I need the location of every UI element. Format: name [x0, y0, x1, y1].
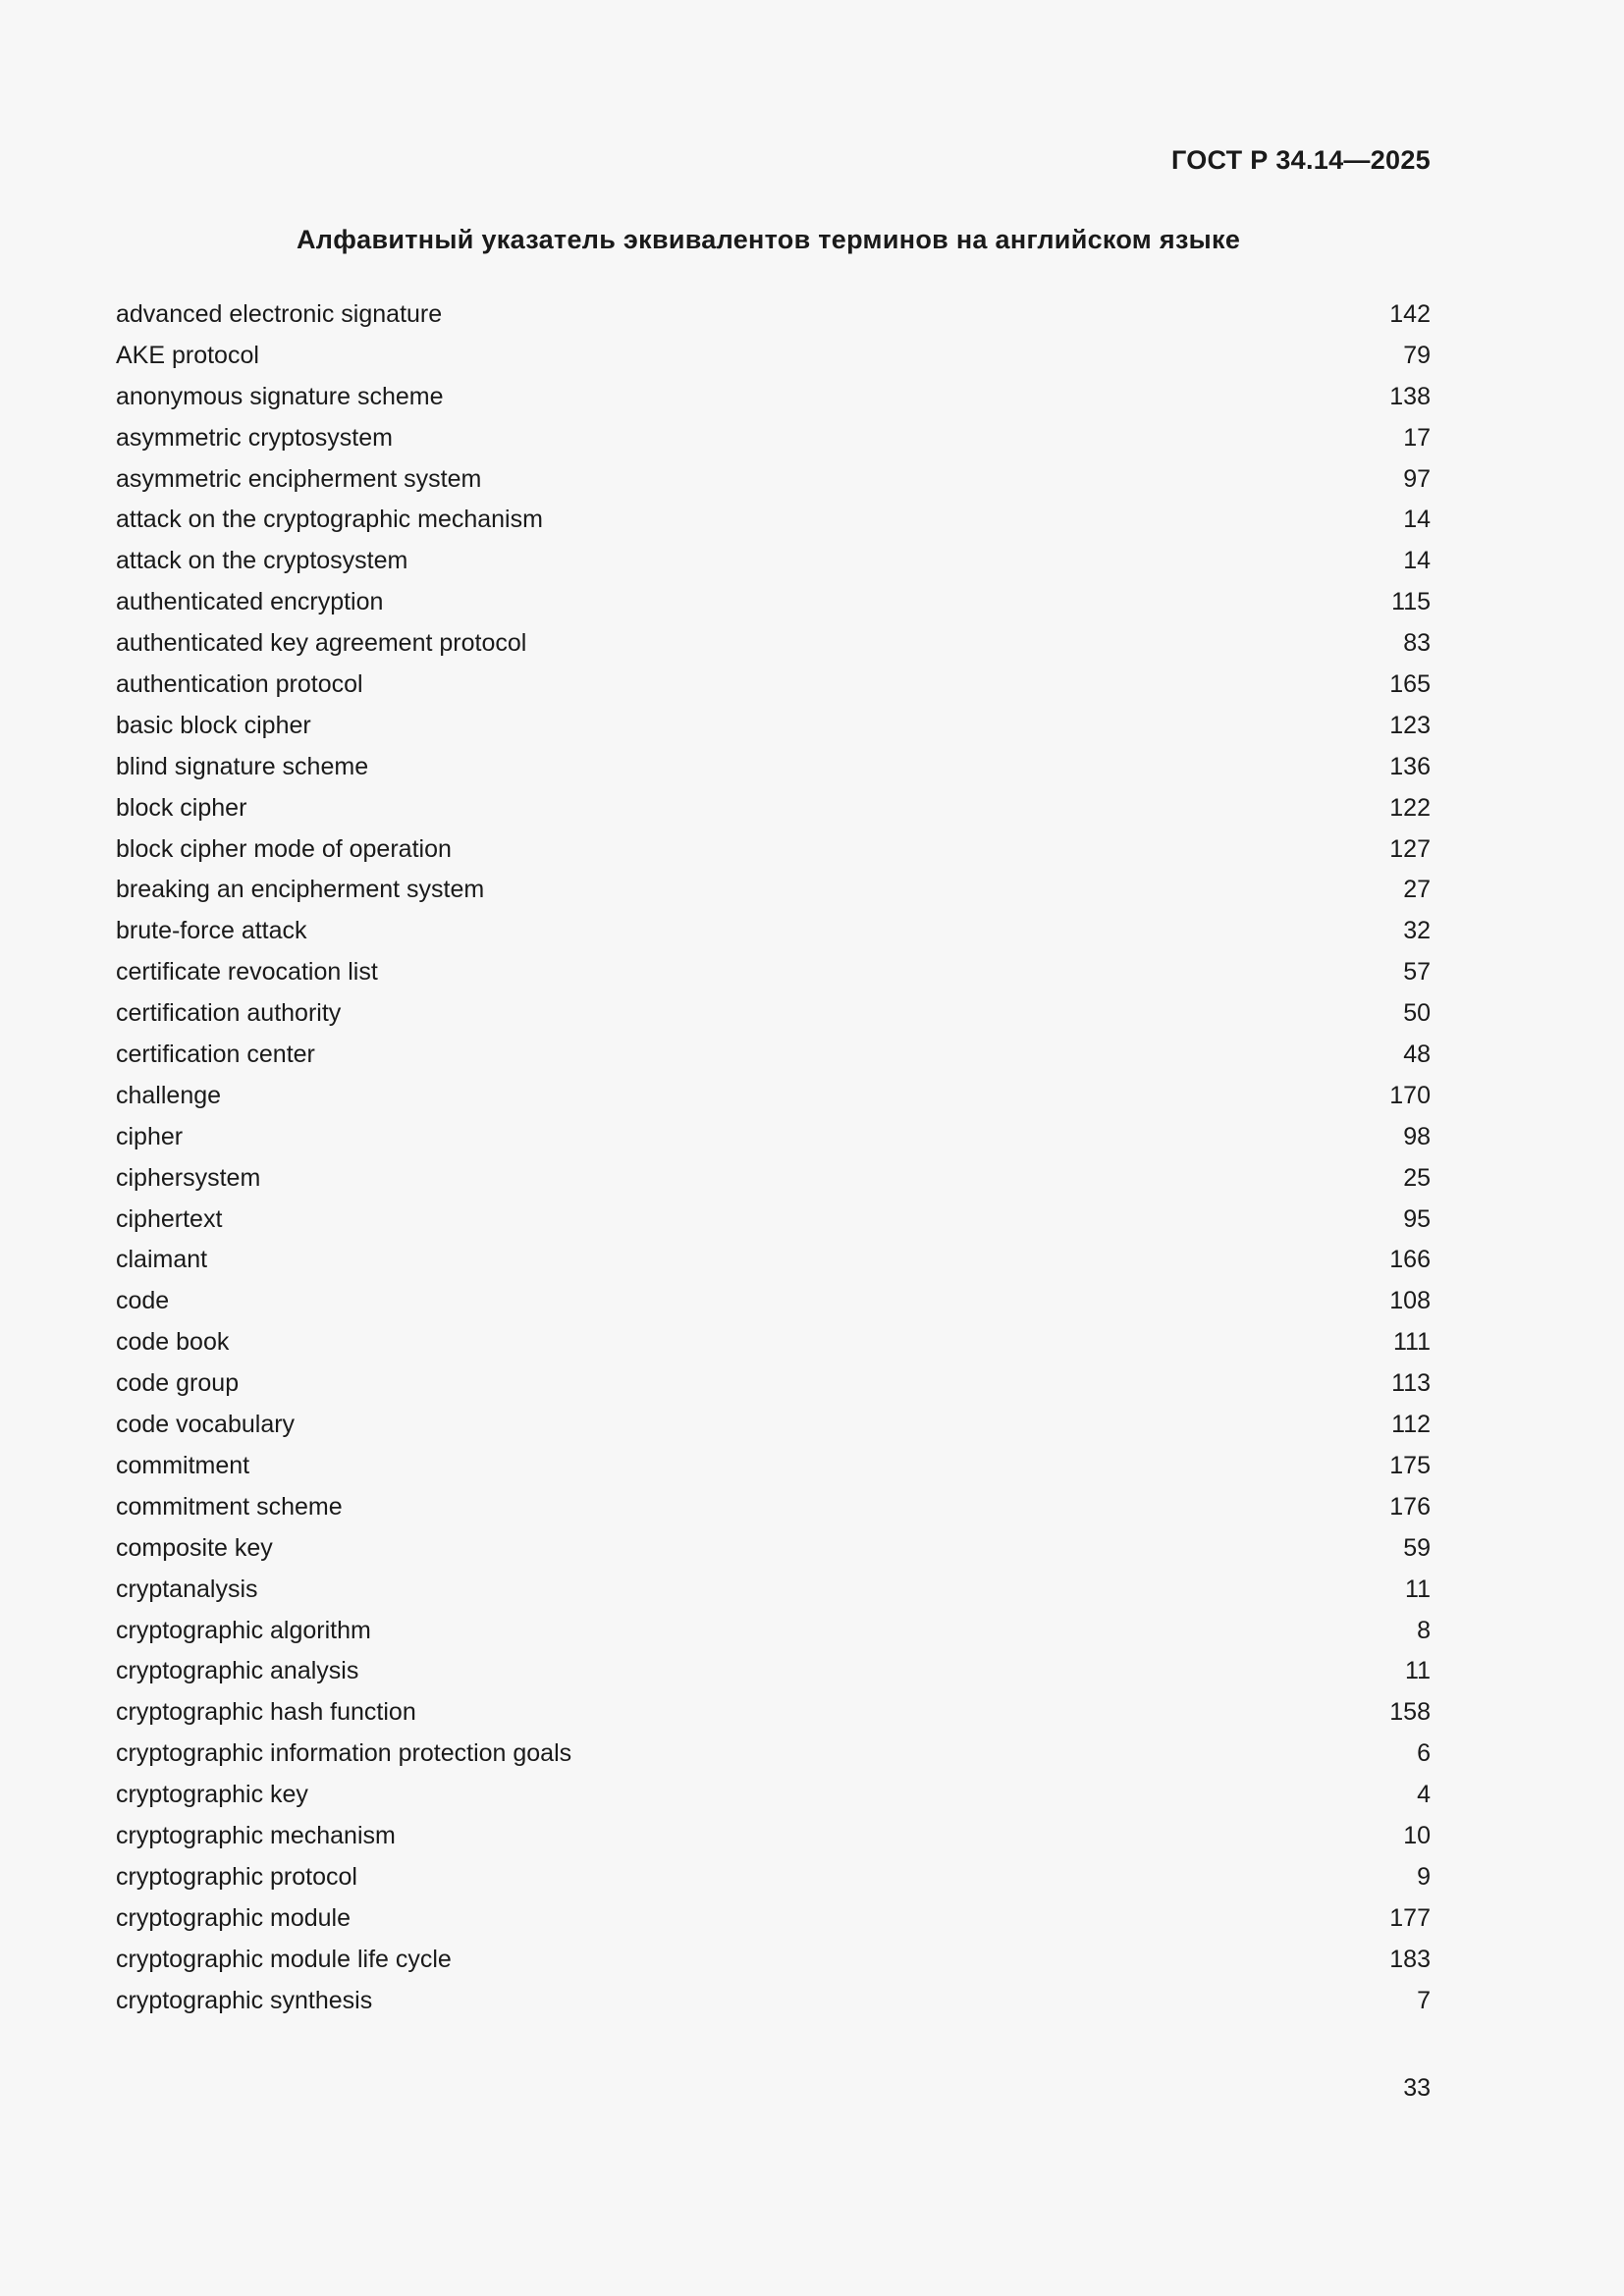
entry-number: 25 — [1403, 1163, 1431, 1192]
entry-number: 4 — [1417, 1781, 1431, 1809]
entry-term: cryptographic protocol — [116, 1862, 357, 1891]
index-entry — [116, 504, 1431, 545]
entry-number: 122 — [1389, 793, 1431, 822]
entry-number: 183 — [1389, 1945, 1431, 1973]
entry-term: cryptographic mechanism — [116, 1821, 396, 1849]
entry-term: basic block cipher — [116, 711, 311, 739]
entry-number: 112 — [1391, 1411, 1431, 1439]
index-title: Алфавитный указатель эквивалентов терминов на английском языке — [297, 225, 1241, 254]
entry-number: 57 — [1403, 958, 1431, 987]
index-entry — [116, 1203, 1431, 1245]
entry-number: 166 — [1389, 1246, 1431, 1274]
entry-term: certification authority — [116, 999, 342, 1028]
entry-term: cryptographic synthesis — [116, 1986, 373, 2014]
entry-term: cryptographic analysis — [116, 1657, 359, 1685]
entry-term: cryptographic information protection goals — [116, 1739, 572, 1768]
entry-number: 98 — [1403, 1122, 1431, 1150]
index-entry — [116, 1080, 1431, 1121]
entry-number: 108 — [1389, 1287, 1431, 1315]
entry-number: 111 — [1392, 1328, 1431, 1357]
entry-number: 8 — [1417, 1616, 1431, 1644]
entry-number: 6 — [1417, 1739, 1431, 1768]
index-entry — [116, 792, 1431, 833]
index-entry — [116, 915, 1431, 956]
index-entry — [116, 1326, 1431, 1367]
index-entry — [116, 1779, 1431, 1820]
entry-term: commitment scheme — [116, 1492, 343, 1521]
index-entry — [116, 1820, 1431, 1861]
entry-number: 27 — [1403, 876, 1431, 904]
entry-number: 165 — [1389, 670, 1431, 699]
entry-number: 158 — [1389, 1698, 1431, 1727]
entry-term: cryptographic key — [116, 1781, 308, 1809]
index-entry — [116, 1574, 1431, 1615]
page-number: 33 — [1403, 2074, 1431, 2102]
entry-term: cryptographic module — [116, 1903, 352, 1932]
index-entry — [116, 710, 1431, 751]
entry-term: commitment — [116, 1451, 250, 1479]
entry-number: 10 — [1403, 1821, 1431, 1849]
index-entry — [116, 1367, 1431, 1409]
document-code: ГОСТ Р 34.14—2025 — [1170, 145, 1431, 175]
entry-number: 170 — [1389, 1081, 1431, 1109]
index-entry — [116, 1450, 1431, 1491]
index-entry — [116, 1244, 1431, 1285]
entry-term: blind signature scheme — [116, 752, 369, 780]
entry-number: 9 — [1417, 1862, 1431, 1891]
index-entry — [116, 956, 1431, 997]
entry-term: brute-force attack — [116, 917, 307, 945]
entry-number: 113 — [1391, 1369, 1431, 1398]
entry-number: 14 — [1403, 506, 1431, 534]
index-entry — [116, 627, 1431, 668]
index-entry — [116, 997, 1431, 1039]
entry-term: anonymous signature scheme — [116, 382, 444, 410]
entry-term: code vocabulary — [116, 1411, 296, 1439]
index-entry — [116, 1861, 1431, 1902]
index-entry — [116, 833, 1431, 875]
entry-term: AKE protocol — [116, 341, 259, 369]
entry-term: advanced electronic signature — [116, 300, 443, 328]
entry-term: authenticated encryption — [116, 588, 384, 616]
index-entry — [116, 545, 1431, 586]
index-entry — [116, 1737, 1431, 1779]
entry-number: 177 — [1389, 1903, 1431, 1932]
entry-number: 127 — [1389, 834, 1431, 863]
entry-term: attack on the cryptosystem — [116, 547, 408, 575]
index-entry — [116, 463, 1431, 505]
index-entry — [116, 381, 1431, 422]
entry-number: 175 — [1389, 1451, 1431, 1479]
index-entry — [116, 751, 1431, 792]
entry-term: cryptographic module life cycle — [116, 1945, 452, 1973]
entry-number: 115 — [1391, 588, 1431, 616]
index-entry — [116, 1121, 1431, 1162]
entry-number: 14 — [1403, 547, 1431, 575]
entry-number: 79 — [1403, 341, 1431, 369]
entry-number: 138 — [1389, 382, 1431, 410]
index-entry — [116, 586, 1431, 627]
index-entry — [116, 1532, 1431, 1574]
entry-number: 123 — [1389, 711, 1431, 739]
entry-term: attack on the cryptographic mechanism — [116, 506, 543, 534]
entry-term: code book — [116, 1328, 230, 1357]
entry-number: 11 — [1405, 1575, 1431, 1603]
index-entry — [116, 1409, 1431, 1450]
entry-number: 176 — [1389, 1492, 1431, 1521]
entry-number: 142 — [1389, 300, 1431, 328]
index-entry — [116, 668, 1431, 710]
entry-term: cryptographic hash function — [116, 1698, 416, 1727]
entry-term: code — [116, 1287, 170, 1315]
entry-number: 32 — [1403, 917, 1431, 945]
term-index-list — [116, 298, 1431, 2025]
index-entry — [116, 1615, 1431, 1656]
index-entry — [116, 1985, 1431, 2026]
entry-number: 95 — [1403, 1204, 1431, 1233]
entry-term: code group — [116, 1369, 240, 1398]
entry-term: ciphertext — [116, 1204, 223, 1233]
index-entry — [116, 298, 1431, 340]
index-entry — [116, 340, 1431, 381]
entry-term: cryptanalysis — [116, 1575, 258, 1603]
entry-term: certification center — [116, 1041, 315, 1069]
entry-number: 11 — [1405, 1657, 1431, 1685]
entry-term: asymmetric cryptosystem — [116, 423, 393, 452]
entry-term: composite key — [116, 1533, 273, 1562]
entry-number: 50 — [1403, 999, 1431, 1028]
entry-number: 17 — [1403, 423, 1431, 452]
entry-term: authenticated key agreement protocol — [116, 629, 527, 658]
index-entry — [116, 1902, 1431, 1944]
entry-term: certificate revocation list — [116, 958, 378, 987]
index-entry — [116, 422, 1431, 463]
index-entry — [116, 1285, 1431, 1326]
index-entry — [116, 874, 1431, 915]
entry-term: block cipher mode of operation — [116, 834, 452, 863]
index-entry — [116, 1944, 1431, 1985]
entry-number: 97 — [1403, 464, 1431, 493]
entry-number: 7 — [1417, 1986, 1431, 2014]
index-entry — [116, 1039, 1431, 1080]
entry-term: breaking an encipherment system — [116, 876, 485, 904]
index-entry — [116, 1696, 1431, 1737]
entry-term: cipher — [116, 1122, 184, 1150]
entry-term: ciphersystem — [116, 1163, 261, 1192]
entry-number: 136 — [1389, 752, 1431, 780]
index-entry — [116, 1655, 1431, 1696]
entry-term: asymmetric encipherment system — [116, 464, 482, 493]
entry-term: cryptographic algorithm — [116, 1616, 371, 1644]
entry-term: authentication protocol — [116, 670, 363, 699]
entry-number: 83 — [1403, 629, 1431, 658]
entry-term: block cipher — [116, 793, 247, 822]
entry-term: challenge — [116, 1081, 222, 1109]
entry-number: 59 — [1403, 1533, 1431, 1562]
index-entry — [116, 1162, 1431, 1203]
index-entry — [116, 1491, 1431, 1532]
entry-term: claimant — [116, 1246, 208, 1274]
entry-number: 48 — [1403, 1041, 1431, 1069]
